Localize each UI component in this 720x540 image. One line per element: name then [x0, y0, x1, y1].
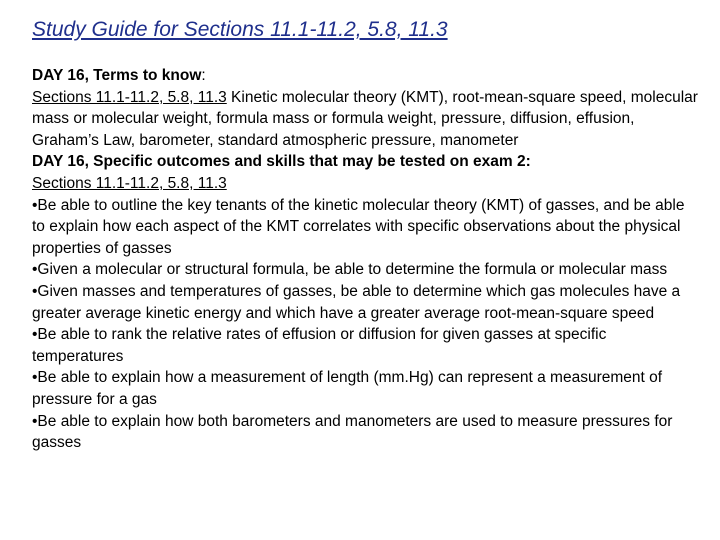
study-guide-body: [32, 65, 700, 454]
terms-heading: DAY 16, Terms to know: [32, 67, 202, 84]
outcome-bullet: •Be able to outline the key tenants of the kinetic molecular theory (KMT) of gasses, and be able to explain how each aspect of the KMT correlates with specific observations about the physical properties of gasses: [32, 196, 685, 257]
slide-title: Study Guide for Sections 11.1-11.2, 5.8, 11.3: [32, 18, 448, 41]
terms-heading-line: [32, 65, 700, 87]
outcomes-heading: DAY 16, Specific outcomes and skills that may be tested on exam 2:: [32, 153, 531, 171]
outcome-bullet: •Be able to rank the relative rates of effusion or diffusion for given gasses at specific temperatures: [32, 326, 607, 365]
outcome-bullet: •Be able to explain how both barometers and manometers are used to measure pressures for gasses: [32, 412, 673, 452]
terms-list: Kinetic molecular theory (KMT), root-mean-square speed, molecular mass or molecular weight, formula mass or formula weight, pressure, diffusion, effusion, Graham’s Law, barometer, standard atmospheric pressure, manometer: [32, 88, 698, 149]
outcome-bullet: •Be able to explain how a measurement of length (mm.Hg) can represent a measurement of pressure for a gas: [32, 369, 663, 408]
outcome-bullet: •Given a molecular or structural formula, be able to determine the formula or molecular mass: [32, 261, 668, 279]
terms-sections-label: Sections 11.1-11.2, 5.8, 11.3: [32, 88, 227, 106]
outcomes-sections-label: Sections 11.1-11.2, 5.8, 11.3: [32, 174, 227, 192]
terms-paragraph: [32, 87, 700, 152]
terms-heading-colon: :: [201, 67, 206, 84]
outcome-bullet: •Given masses and temperatures of gasses, be able to determine which gas molecules have a greater average kinetic energy and which have a greater average root-mean-square speed: [32, 282, 681, 322]
